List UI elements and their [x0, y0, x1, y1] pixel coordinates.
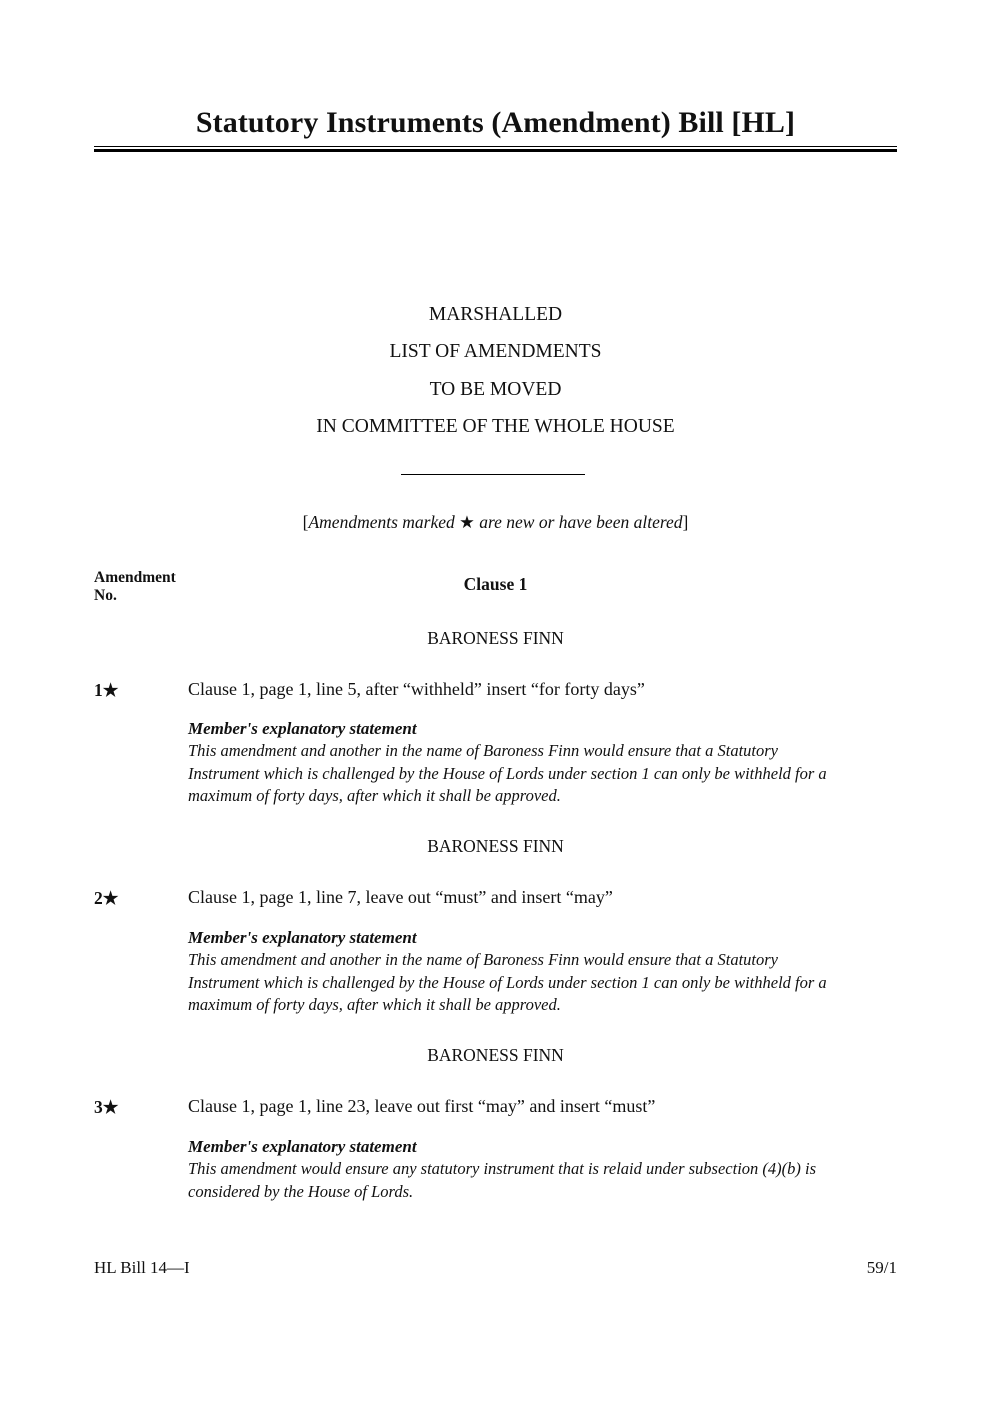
notice-open-bracket: [: [302, 512, 309, 532]
amendment-text: Clause 1, page 1, line 7, leave out “must” and insert “may”: [188, 887, 613, 907]
explanatory-statement-body: [188, 740, 900, 808]
explanatory-statement-heading: Member's explanatory statement: [188, 719, 417, 738]
heading-line-marshalled: MARSHALLED: [428, 304, 563, 325]
statement-line: This amendment and another in the name of Baroness Finn would ensure that a Statutory: [188, 741, 778, 760]
amendment-label-line1: Amendment: [94, 569, 176, 586]
statement-line: considered by the House of Lords.: [188, 1181, 414, 1201]
notice-close-bracket: ]: [682, 512, 689, 532]
statement-line: This amendment would ensure any statutory instrument that is relaid under subsection (4)(b) is: [188, 1159, 817, 1178]
explanatory-statement-heading: Member's explanatory statement: [188, 1137, 417, 1156]
statement-line: Instrument which is challenged by the House of Lords under section 1 can only be withheld for a: [188, 972, 827, 992]
star-notice: [94, 512, 897, 533]
statement-line: Instrument which is challenged by the House of Lords under section 1 can only be withheld for a: [188, 763, 827, 783]
statement-line: This amendment and another in the name of Baroness Finn would ensure that a Statutory: [188, 950, 778, 969]
star-icon: ★: [459, 512, 475, 532]
title-rule-thick: [94, 149, 897, 152]
explanatory-statement-heading: Member's explanatory statement: [188, 928, 417, 947]
statement-line: maximum of forty days, after which it shall be approved.: [188, 995, 561, 1014]
amendment-text: Clause 1, page 1, line 23, leave out first “may” and insert “must”: [188, 1096, 656, 1116]
member-name: BARONESS FINN: [427, 1045, 564, 1065]
clause-heading: Clause 1: [463, 574, 528, 594]
amendment-number: 2★: [94, 888, 119, 908]
title-rule-thin: [94, 146, 897, 147]
statement-line: maximum of forty days, after which it shall be approved.: [188, 786, 561, 805]
bill-reference: HL Bill 14—I: [94, 1258, 190, 1277]
amendment-number: 3★: [94, 1097, 119, 1117]
amendment-text: Clause 1, page 1, line 5, after “withheld” insert “for forty days”: [188, 679, 645, 699]
heading-line-list: LIST OF AMENDMENTS: [389, 341, 602, 362]
amendment-label-line2: No.: [94, 587, 117, 604]
heading-line-to-be-moved: TO BE MOVED: [429, 379, 562, 400]
notice-text-before: Amendments marked: [308, 512, 460, 532]
section-divider: [401, 474, 585, 475]
amendment-number: 1★: [94, 680, 119, 700]
heading-line-committee: IN COMMITTEE OF THE WHOLE HOUSE: [316, 416, 675, 437]
explanatory-statement-body: [188, 1158, 900, 1203]
member-name: BARONESS FINN: [427, 628, 564, 648]
document-title: Statutory Instruments (Amendment) Bill [HL]: [195, 106, 796, 139]
explanatory-statement-body: [188, 949, 900, 1017]
page-reference: 59/1: [866, 1258, 897, 1277]
member-name: BARONESS FINN: [427, 836, 564, 856]
notice-text-after: are new or have been altered: [474, 512, 683, 532]
